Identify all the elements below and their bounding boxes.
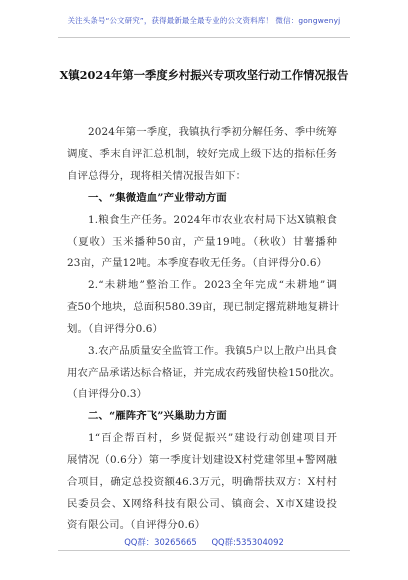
body-line: 自评总得分，现将相关情况报告如下： (67, 170, 247, 182)
body-line: 资有限公司。（自评得分0.6） (67, 519, 206, 531)
footer-qq-group-1: QQ群：30265665 (124, 537, 197, 547)
body-line: 用农产品承诺达标合格证，并完成农药残留快检150批次。 (67, 367, 341, 379)
body-line: 展情况（0.6分）第一季度计划建设X村党建邻里+警网融 (67, 454, 337, 466)
document-title: X镇2024年第一季度乡村振兴专项攻坚行动工作情况报告 (59, 68, 349, 82)
body-line: 23亩，产量12吨。本季度春收无任务。（自评得分0.6） (67, 257, 328, 269)
footer-contacts (0, 536, 408, 548)
section-heading: 一、“集微造血”产业带动方面 (88, 192, 227, 204)
body-line: 合项目，确定总投资额46.3万元，明确帮扶双方：X村村 (67, 476, 337, 488)
body-line: 调度、季末自评汇总机制，较好完成上级下达的指标任务 (67, 148, 337, 160)
body-line: 2.“未耕地”整治工作。2023全年完成“未耕地”调 (88, 279, 337, 291)
header-divider (58, 37, 350, 38)
body-line: （自评得分0.3） (67, 388, 148, 400)
section-heading: 二、“雁阵齐飞”兴巢助力方面 (88, 410, 227, 422)
body-line: 划。（自评得分0.6） (67, 323, 164, 335)
body-line: 查50个地块，总面积580.39亩，现已制定撂荒耕地复耕计 (67, 301, 340, 313)
body-line: 民委员会、X网络科技有限公司、镇商会、X市X建设投 (67, 498, 337, 510)
body-line: 1“百企帮百村，乡贤促振兴”建设行动创建项目开 (88, 432, 337, 444)
header-banner: 关注头条号“公文研究”，获得最新最全最专业的公文资料库！ 微信：gongwenyj (67, 16, 341, 25)
footer-qq-group-2: QQ群:535304092 (211, 537, 284, 547)
footer-divider (58, 550, 350, 551)
body-line: 3.农产品质量安全监管工作。我镇5户以上散户出具食 (88, 345, 337, 357)
body-line: 2024年第一季度，我镇执行季初分解任务、季中统筹 (88, 126, 337, 138)
body-line: （夏收）玉米播种50亩，产量19吨。（秋收）甘薯播种 (67, 236, 337, 248)
body-line: 1.粮食生产任务。2024年市农业农村局下达X镇粮食 (88, 214, 337, 226)
